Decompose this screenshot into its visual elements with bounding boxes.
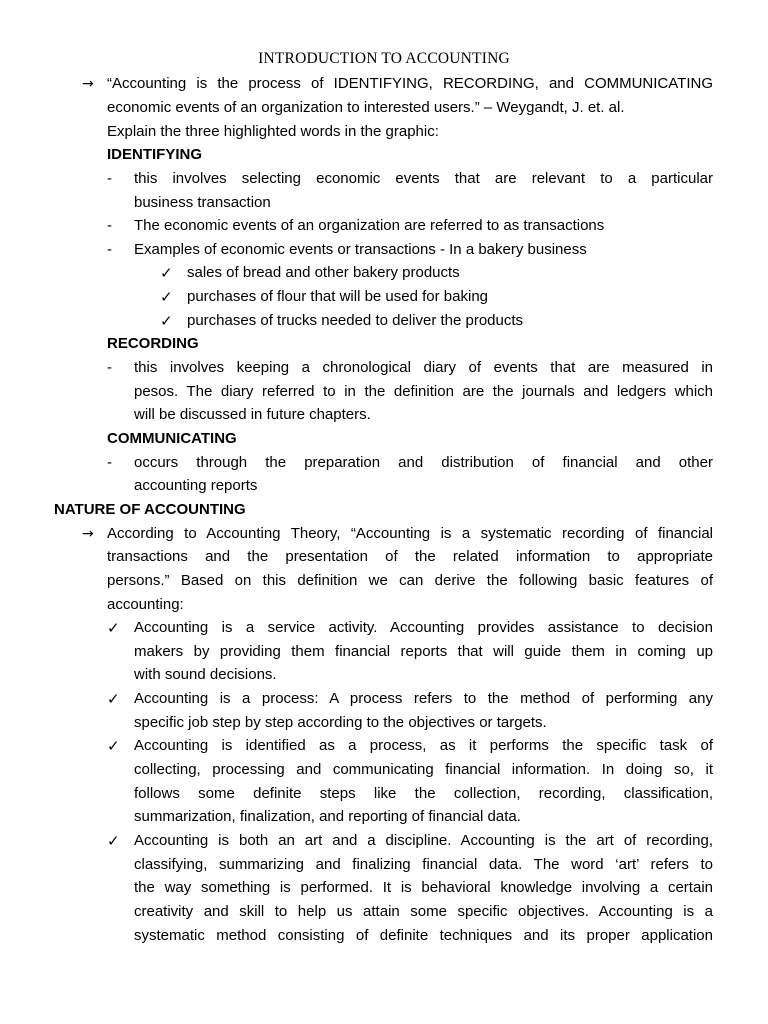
checkmark-icon: ✓	[107, 690, 120, 708]
feature-line: follows some definite steps like the collection, recording, classification,	[134, 785, 713, 802]
checkmark-icon: ✓	[160, 312, 173, 330]
recording-line: pesos. The diary referred to in the definition are the journals and ledgers which	[134, 383, 713, 400]
intro-instruction: Explain the three highlighted words in the graphic:	[107, 123, 439, 140]
example-item: purchases of flour that will be used for baking	[187, 288, 489, 305]
arrow-icon: →	[82, 76, 94, 92]
dash-bullet: -	[107, 217, 112, 234]
feature-line: Accounting is identified as a process, as it performs the specific task of	[134, 737, 713, 754]
recording-heading: RECORDING	[107, 335, 199, 352]
identifying-bullet-line: The economic events of an organization are referred to as transactions	[134, 217, 605, 234]
feature-line: specific job step by step according to the objectives or targets.	[134, 714, 547, 731]
feature-line: collecting, processing and communicating financial information. In doing so, it	[134, 761, 713, 778]
checkmark-icon: ✓	[107, 832, 120, 850]
intro-quote-line: economic events of an organization to interested users.” – Weygandt, J. et. al.	[107, 99, 625, 116]
feature-line: Accounting is a process: A process refers to the method of performing any	[134, 690, 713, 707]
nature-paragraph-line: transactions and the presentation of the related information to appropriate	[107, 548, 713, 565]
dash-bullet: -	[107, 241, 112, 258]
feature-line: with sound decisions.	[134, 666, 277, 683]
feature-line: creativity and skill to help us attain some specific objectives. Accounting is a	[134, 903, 713, 920]
feature-line: classifying, summarizing and finalizing financial data. The word ‘art’ refers to	[134, 856, 713, 873]
nature-paragraph-line: accounting:	[107, 596, 184, 613]
feature-line: summarization, finalization, and reporting of financial data.	[134, 808, 521, 825]
feature-line: systematic method consisting of definite techniques and its proper application	[134, 927, 713, 944]
identifying-bullet-line: Examples of economic events or transactions - In a bakery business	[134, 241, 587, 258]
communicating-line: accounting reports	[134, 477, 258, 494]
nature-paragraph-line: persons.” Based on this definition we can derive the following basic features of	[107, 572, 713, 589]
checkmark-icon: ✓	[107, 737, 120, 755]
feature-line: the way something is performed. It is behavioral knowledge involving a certain	[134, 879, 713, 896]
feature-line: makers by providing them financial reports that will guide them in coming up	[134, 643, 713, 660]
dash-bullet: -	[107, 454, 112, 471]
document-title: INTRODUCTION TO ACCOUNTING	[258, 50, 510, 67]
communicating-heading: COMMUNICATING	[107, 430, 237, 447]
nature-paragraph-line: According to Accounting Theory, “Accounting is a systematic recording of financial	[107, 525, 713, 542]
example-item: purchases of trucks needed to deliver the products	[187, 312, 524, 329]
checkmark-icon: ✓	[107, 619, 120, 637]
nature-heading: NATURE OF ACCOUNTING	[54, 501, 246, 518]
example-item: sales of bread and other bakery products	[187, 264, 460, 281]
recording-line: this involves keeping a chronological diary of events that are measured in	[134, 359, 713, 376]
feature-line: Accounting is a service activity. Accounting provides assistance to decision	[134, 619, 713, 636]
identifying-bullet-line: business transaction	[134, 194, 271, 211]
identifying-bullet-line: this involves selecting economic events that are relevant to a particular	[134, 170, 713, 187]
intro-quote-line: “Accounting is the process of IDENTIFYING, RECORDING, and COMMUNICATING	[107, 75, 713, 92]
identifying-heading: IDENTIFYING	[107, 146, 203, 163]
communicating-line: occurs through the preparation and distribution of financial and other	[134, 454, 713, 471]
dash-bullet: -	[107, 359, 112, 376]
dash-bullet: -	[107, 170, 112, 187]
checkmark-icon: ✓	[160, 288, 173, 306]
feature-line: Accounting is both an art and a discipline. Accounting is the art of recording,	[134, 832, 713, 849]
checkmark-icon: ✓	[160, 264, 173, 282]
recording-line: will be discussed in future chapters.	[134, 406, 371, 423]
arrow-icon: →	[82, 526, 94, 542]
